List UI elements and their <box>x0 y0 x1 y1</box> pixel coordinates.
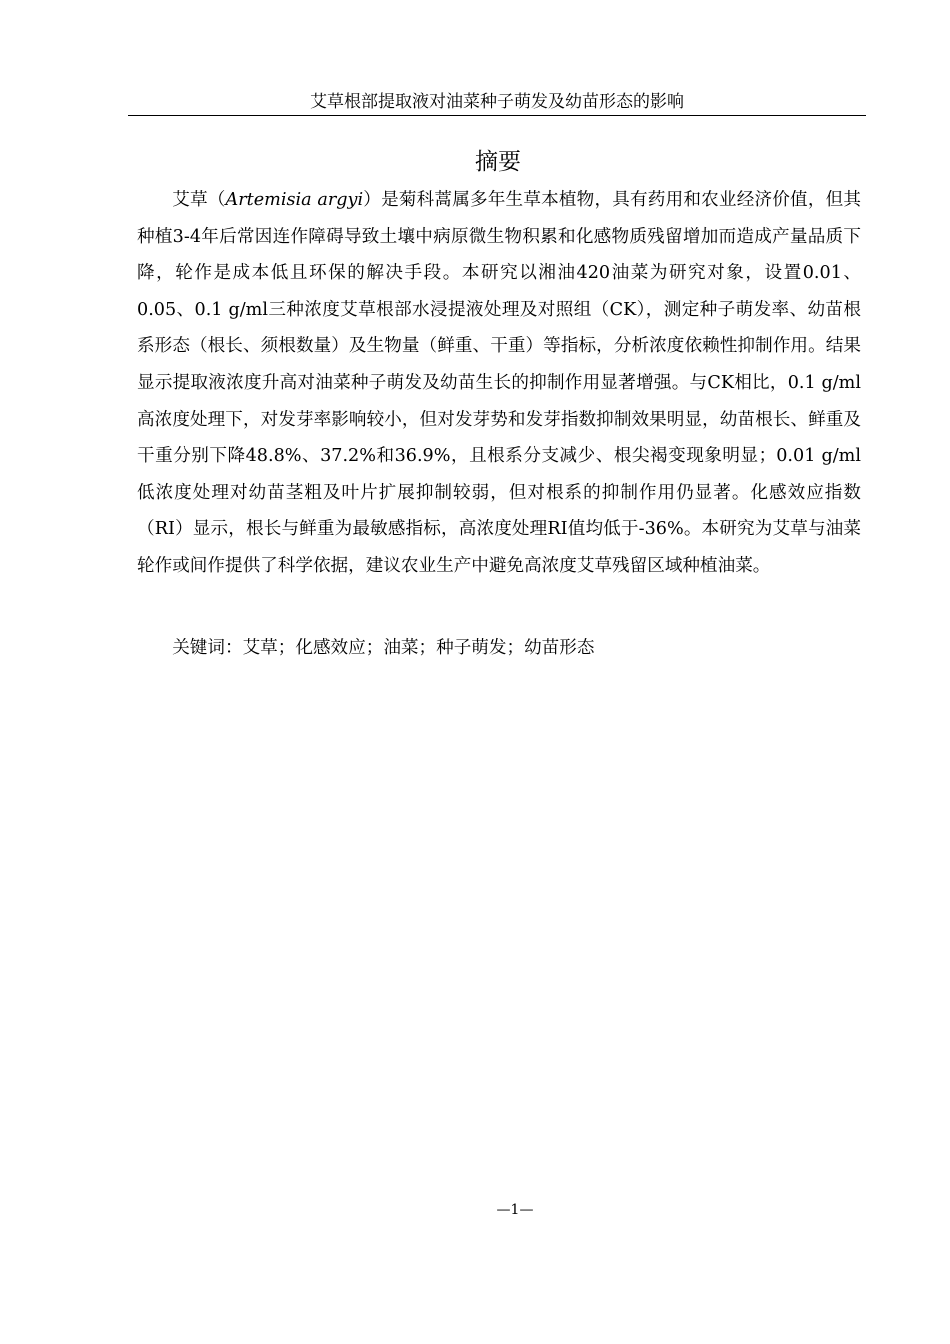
abstract-heading: 摘要 <box>475 149 521 175</box>
abstract-body-text: ）是菊科蒿属多年生草本植物，具有药用和农业经济价值，但其种植3-4年后常因连作障碍导致土壤中病原微生物积累和化感物质残留增加而造成产量品质下降，轮作是成本低且环保的解决手段。本研究以湘油420油菜为研究对象，设置0.01、0.05、0.1 g/ml三种浓度艾草根部水浸提液处理及对照组（CK），测定种子萌发率、幼苗根系形态（根长、须根数量）及生物量（鲜重、干重）等指标，分析浓度依赖性抑制作用。结果显示提取液浓度升高对油菜种子萌发及幼苗生长的抑制作用显著增强。与CK相比，0.1 g/ml高浓度处理下，对发芽率影响较小，但对发芽势和发芽指数抑制效果明显，幼苗根长、鲜重及干重分别下降48.8%、37.2%和36.9%，且根系分支减少、根尖褐变现象明显；0.01 g/ml低浓度处理对幼苗茎粗及叶片扩展抑制较弱，但对根系的抑制作用仍显著。化感效应指数（RI）显示，根长与鲜重为最敏感指标，高浓度处理RI值均低于-36%。本研究为艾草与油菜轮作或间作提供了科学依据，建议农业生产中避免高浓度艾草残留区域种植油菜。 <box>137 190 861 576</box>
running-header: 艾草根部提取液对油菜种子萌发及幼苗形态的影响 <box>128 92 866 116</box>
abstract-intro: 艾草（ <box>172 190 226 210</box>
keywords-line: 关键词：艾草；化感效应；油菜；种子萌发；幼苗形态 <box>172 638 595 658</box>
page-number: —1— <box>496 1202 534 1218</box>
latin-species-name: Artemisia argyi <box>225 190 364 210</box>
abstract-paragraph <box>137 182 861 585</box>
